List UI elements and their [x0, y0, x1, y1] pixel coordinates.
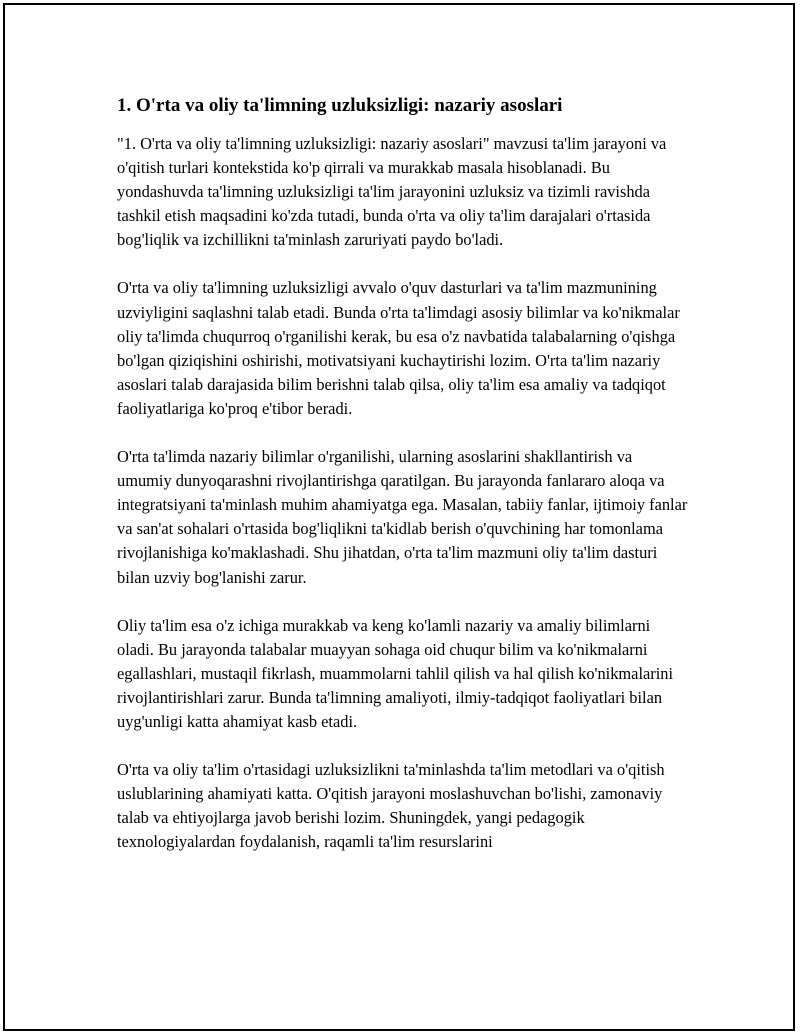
paragraph-4: Oliy ta'lim esa o'z ichiga murakkab va keng ko'lamli nazariy va amaliy bilimlarni oladi. Bu jarayonda talabalar muayyan sohaga oid chuqur bilim va ko'nikmalarni egallashlari, mustaqil fikrlash, muammolarni tahlil qilish va hal qilish ko'nikmalarini rivojlantirishlari zarur. Bunda ta'limning amaliyoti, ilmiy-tadqiqot faoliyatlari bilan uyg'unligi katta ahamiyat kasb etadi.	[117, 615, 674, 731]
document-body	[117, 92, 689, 878]
paragraph-1: "1. O'rta va oliy ta'limning uzluksizligi: nazariy asoslari" mavzusi ta'lim jarayoni va o'qitish turlari kontekstida ko'p qirrali va murakkab masala hisoblanadi. Bu yondashuvda ta'limning uzluksizligi ta'lim jarayonini uzluksiz va tizimli ravishda tashkil etish maqsadini ko'zda tutadi, bunda o'rta va oliy ta'lim darajalari o'rtasida bog'liqlik va izchillikni ta'minlash zaruriyati paydo bo'ladi.	[117, 134, 667, 250]
paragraph-5: O'rta va oliy ta'lim o'rtasidagi uzluksizlikni ta'minlashda ta'lim metodlari va o'qitish uslublarining ahamiyati katta. O'qitish jarayoni moslashuvchan bo'lishi, zamonaviy talab va ehtiyojlarga javob berishi lozim. Shuningdek, yangi pedagogik texnologiyalardan foydalanish, raqamli ta'lim resurslarini	[117, 760, 665, 852]
paragraph-2: O'rta va oliy ta'limning uzluksizligi avvalo o'quv dasturlari va ta'lim mazmunining uzviyligini saqlashni talab etadi. Bunda o'rta ta'limdagi asosiy bilimlar va ko'nikmalar oliy ta'limda chuqurroq o'rganilishi kerak, bu esa o'z navbatida talabalarning o'qishga bo'lgan qiziqishini oshirishi, motivatsiyani kuchaytirishi lozim. O'rta ta'lim nazariy asoslari talab darajasida bilim berishni talab qilsa, oliy ta'lim esa amaliy va tadqiqot faoliyatlariga ko'proq e'tibor beradi.	[117, 278, 680, 418]
document-title: 1. O'rta va oliy ta'limning uzluksizligi: nazariy asoslari	[117, 95, 563, 116]
paragraph-3: O'rta ta'limda nazariy bilimlar o'rganilishi, ularning asoslarini shakllantirish va umumiy dunyoqarashni rivojlantirishga qaratilgan. Bu jarayonda fanlararo aloqa va integratsiyani ta'minlash muhim ahamiyatga ega. Masalan, tabiiy fanlar, ijtimoiy fanlar va san'at sohalari o'rtasida bog'liqlikni ta'kidlab berish o'quvchining har tomonlama rivojlanishiga ko'maklashadi. Shu jihatdan, o'rta ta'lim mazmuni oliy ta'lim dasturi bilan uzviy bog'lanishi zarur.	[117, 447, 688, 587]
